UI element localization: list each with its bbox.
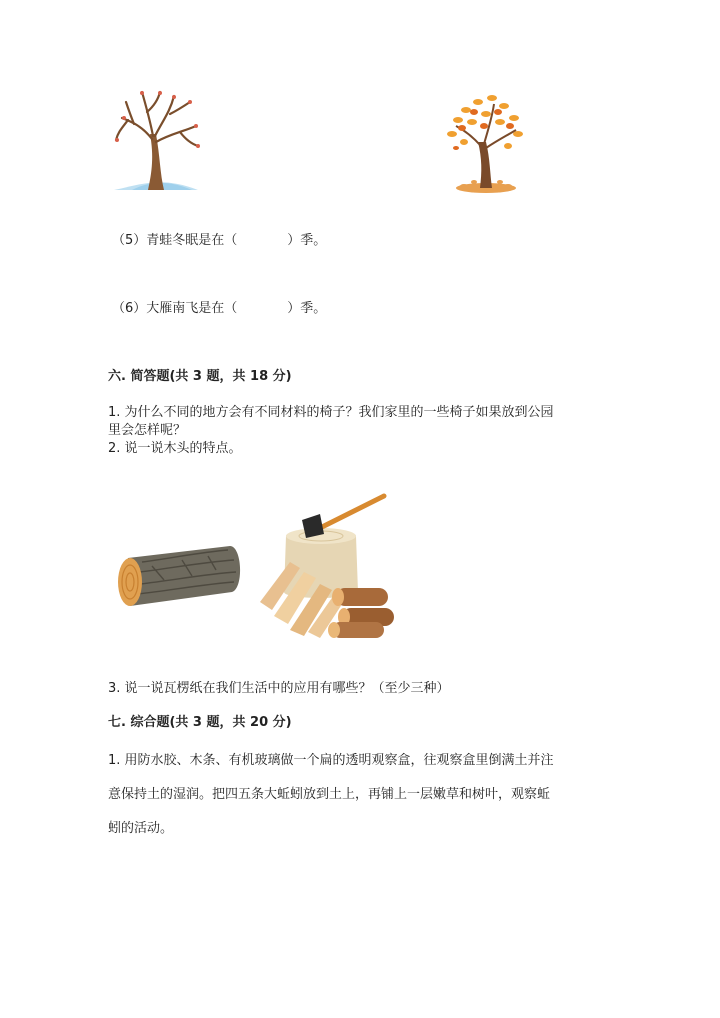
section-7-q1-line2: 意保持土的湿润。把四五条大蚯蚓放到土上，再铺上一层嫩草和树叶，观察蚯 [108,787,551,802]
question-5-prefix: （5）青蛙冬眠是在（ [112,233,238,248]
question-6 [112,300,326,318]
section-6-q1-line2: 里会怎样呢？ [108,423,187,438]
bare-winter-tree-with-snow-icon [112,84,204,194]
wood-log-illustration [112,540,246,610]
section-6-q1-line1: 1. 为什么不同的地方会有不同材料的椅子？我们家里的一些椅子如果放到公园 [108,405,554,420]
wood-log-icon [112,540,246,610]
autumn-tree-with-orange-leaves-icon [444,90,524,194]
question-6-suffix: ）季。 [287,301,327,316]
autumn-tree-illustration [444,90,524,194]
section-6-heading: 六. 简答题(共 3 题，共 18 分) [108,369,292,384]
question-5 [112,232,326,250]
section-7-heading: 七. 综合题(共 3 题，共 20 分) [108,715,292,730]
question-5-suffix: ）季。 [287,233,327,248]
winter-tree-illustration [112,84,204,194]
question-6-prefix: （6）大雁南飞是在（ [112,301,238,316]
section-6-q3: 3. 说一说瓦楞纸在我们生活中的应用有哪些？（至少三种） [108,681,450,696]
axe-in-stump-with-firewood-icon [250,492,400,644]
section-7-q1-line3: 蚓的活动。 [108,821,174,836]
section-7-q1-line1: 1. 用防水胶、木条、有机玻璃做一个扁的透明观察盒，往观察盒里倒满土并注 [108,753,554,768]
section-6-q2: 2. 说一说木头的特点。 [108,441,242,456]
axe-stump-firewood-illustration [250,492,400,644]
